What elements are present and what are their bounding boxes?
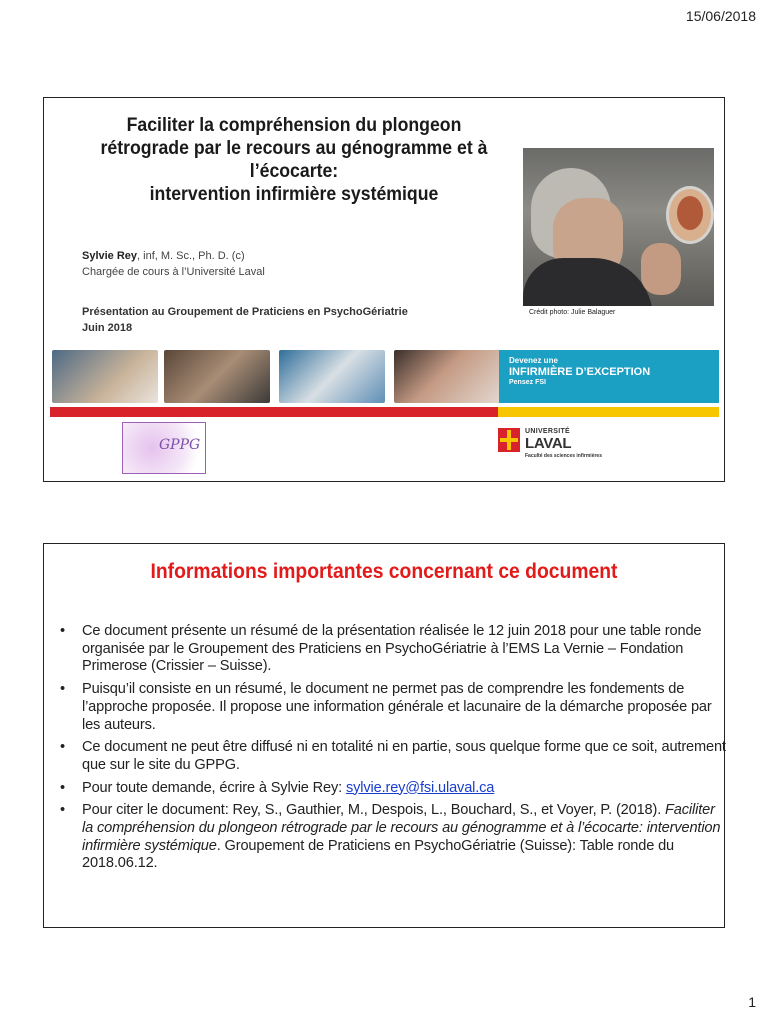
title-slide — [43, 97, 725, 482]
bullet-text: Ce document ne peut être diffusé ni en totalité ni en partie, sous quelque forme que ce soit, autrement que sur le site du GPPG. — [82, 739, 726, 773]
yellow-stripe — [498, 407, 719, 417]
banner-line: Devenez une — [509, 356, 558, 365]
contact-prefix: Pour toute demande, écrire à Sylvie Rey: — [82, 779, 346, 796]
author-name: Sylvie Rey — [82, 250, 138, 262]
bullet-item — [60, 739, 726, 774]
photo-credit: Crédit photo: Julie Balaguer — [529, 309, 616, 316]
fsi-banner — [50, 350, 719, 405]
banner-photo — [279, 350, 385, 403]
laval-shield-icon — [498, 428, 520, 452]
bullet-item — [60, 623, 726, 676]
slide-title — [99, 114, 490, 206]
info-slide — [43, 543, 725, 928]
author-credentials: , inf, M. Sc., Ph. D. (c) — [137, 250, 245, 262]
bullet-item-citation — [60, 802, 726, 873]
contact-email-link[interactable]: sylvie.rey@fsi.ulaval.ca — [345, 779, 495, 796]
banner-headline: INFIRMIÈRE D’EXCEPTION — [509, 366, 651, 378]
red-stripe — [50, 407, 498, 417]
page-date: 15/06/2018 — [685, 8, 756, 24]
gppg-logo-text: GPPG — [159, 437, 201, 453]
citation-suffix: . Groupement de Praticiens en PsychoGériatrie (Suisse): Table ronde du 2018.06.12. — [82, 837, 675, 872]
title-line: rétrograde par le recours au génogramme et à — [100, 138, 488, 159]
banner-line: Pensez FSI — [509, 379, 546, 386]
laval-univ-label: UNIVERSITÉ — [525, 428, 571, 435]
bullet-item-contact — [60, 780, 726, 798]
title-line: l’écocarte: — [249, 161, 339, 182]
author-role: Chargée de cours à l’Université Laval — [82, 266, 265, 278]
presentation-line: Présentation au Groupement de Praticiens en PsychoGériatrie — [82, 306, 408, 318]
banner-photo — [394, 350, 500, 403]
bullet-text: Puisqu’il consiste en un résumé, le document ne permet pas de comprendre les fondements de l’approche proposée. Il propose une information générale et lacunaire de la démarche proposée par les auteurs. — [82, 681, 712, 733]
bullet-icon: • — [60, 623, 65, 639]
bullet-icon: • — [60, 739, 65, 756]
bullet-item — [60, 681, 726, 734]
bullet-list — [60, 623, 726, 878]
presentation-date: Juin 2018 — [82, 322, 133, 334]
elderly-woman-mirror-photo — [523, 148, 714, 306]
laval-name: LAVAL — [525, 435, 572, 452]
universite-laval-logo — [498, 426, 638, 466]
gppg-logo — [122, 422, 206, 474]
page-number: 1 — [748, 994, 756, 1010]
laval-faculty: Faculté des sciences infirmières — [525, 453, 602, 459]
title-line: Faciliter la compréhension du plongeon — [126, 115, 462, 136]
bullet-text: Ce document présente un résumé de la présentation réalisée le 12 juin 2018 pour une table ronde organisée par le Groupement des Praticiens en PsychoGériatrie à l’EMS La Vernie – Fondation Primerose (Crissier – Suisse). — [82, 623, 702, 675]
banner-slogan — [499, 350, 719, 403]
citation-title: Faciliter la compréhension du plongeon rétrograde par le recours au génogramme et à l’écocarte: intervention infirmière systémique — [82, 802, 721, 854]
title-line: intervention infirmière systémique — [149, 184, 439, 205]
bullet-icon: • — [60, 802, 65, 819]
bullet-icon: • — [60, 681, 65, 698]
banner-photo — [52, 350, 158, 403]
author-block — [82, 248, 265, 280]
slide-title: Informations importantes concernant ce document — [150, 560, 618, 583]
citation-prefix: Pour citer le document: Rey, S., Gauthier, M., Despois, L., Bouchard, S., et Voyer, P. (2018). — [82, 802, 666, 819]
banner-photo — [164, 350, 270, 403]
bullet-icon: • — [60, 779, 65, 796]
presentation-info — [82, 304, 408, 336]
